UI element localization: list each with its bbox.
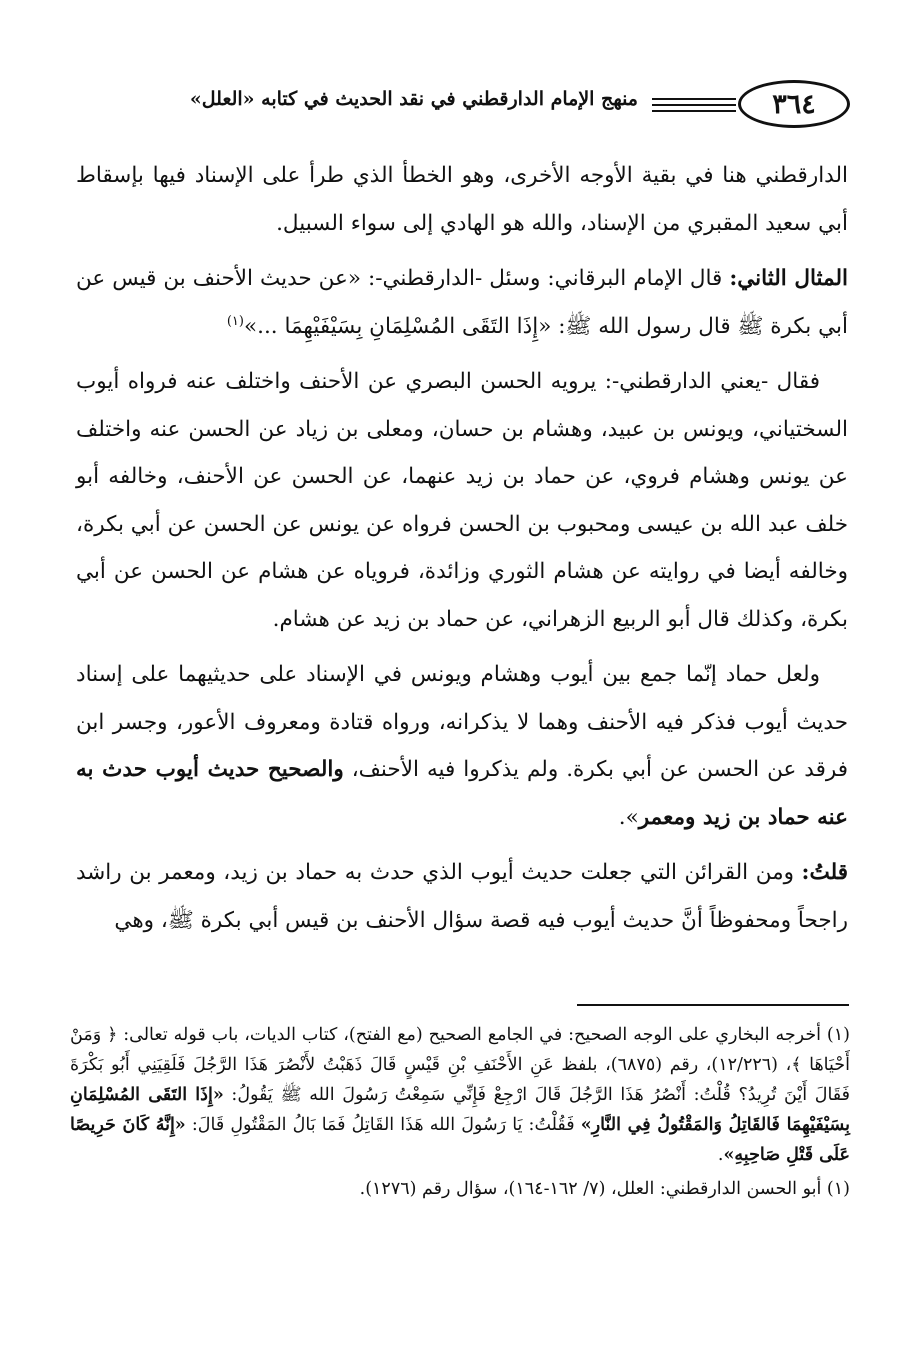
paragraph-1: الدارقطني هنا في بقية الأوجه الأخرى، وهو الخطأ الذي طرأ على الإسناد فيها بإسقاط أبي سعيد المقبري من الإسناد، والله هو الهادي إلى سواء السبيل. <box>76 163 848 236</box>
footnotes <box>70 1020 850 1208</box>
footnote-separator <box>577 1004 849 1006</box>
paragraph-3: فقال -يعني الدارقطني-: يرويه الحسن البصري عن الأحنف واختلف عنه فرواه أيوب السختياني، ويونس بن عبيد، وهشام بن حسان، ومعلى بن زياد عن الحسن عنه واختلف عن يونس وهشام فروي، عن حماد بن زيد عنهما، عن الحسن عن الأحنف، وخالفه أبو خلف عبد الله بن عيسى ومحبوب بن الحسن فرواه عن يونس عن الحسن عن أبي بكرة، وخالفه أيضا في روايته عن هشام الثوري وزائدة، فروياه عن هشام عن الحسن عن أبي بكرة، وكذلك قال أبو الربيع الزهراني، عن حماد بن زيد عن هشام. <box>76 369 848 632</box>
paragraph-5-text: ومن القرائن التي جعلت حديث أيوب الذي حدث به حماد بن زيد، ومعمر بن راشد راجحاً ومحفوظاً أنَّ حديث أيوب فيه قصة سؤال الأحنف بن قيس أبي بكرة ﷺ، وهي <box>76 860 848 933</box>
note-heading: قلتُ: <box>801 860 848 885</box>
footnote-1-hadith: «إِذَا التَقَى المُسْلِمَانِ بِسَيْفَيْهِمَا فَالقَاتِلُ وَالمَقْتُولُ فِي النَّارِ» <box>70 1085 850 1135</box>
footnote-1-a: (١) أخرجه البخاري على الوجه الصحيح: في الجامع الصحيح (مع الفتح)، كتاب الديات، باب قوله تعالى: ﴿ وَمَنْ أَحْيَاهَا ﴾، (١٢/٢٢٦)، رقم (٦٨٧٥)، بلفظ عَنِ الأَحْنَفِ بْنِ قَيْسٍ قَالَ ذَهَبْتُ لأَنْصُرَ هَذَا الرَّجُلَ فَلَقِيَنِي أَبُو بَكْرَةَ فَقَالَ أَيْنَ تُرِيدُ؟ قُلْتُ: أَنْصُرُ هَذَا الرَّجُلَ قَالَ ارْجِعْ فَإِنِّي سَمِعْتُ رَسُولَ الله ﷺ يَقُولُ: <box>70 1025 850 1105</box>
example-heading: المثال الثاني: <box>729 266 848 291</box>
paragraph-4-bold: والصحيح حديث أيوب حدث به عنه حماد بن زيد ومعمر <box>76 757 848 830</box>
paragraph-5 <box>76 849 848 944</box>
page-header <box>70 80 850 132</box>
footnote-1 <box>70 1020 850 1170</box>
footnote-ref: (١) <box>226 313 244 329</box>
footnote-2: (١) أبو الحسن الدارقطني: العلل، (٧/ ١٦٢-١٦٤)، سؤال رقم (١٢٧٦). <box>359 1179 850 1199</box>
page-number: ٣٦٤ <box>738 80 850 128</box>
footnote-1-hadith-2: «إِنَّهُ كَانَ حَرِيصًا عَلَى قَتْلِ صَاحِبِهِ» <box>70 1115 850 1165</box>
header-ornament-rules <box>652 98 736 116</box>
footnote-1-c: فَقُلْتُ: يَا رَسُولَ الله هَذَا القَاتِلُ فَمَا بَالُ المَقْتُولِ قَالَ: <box>185 1115 581 1135</box>
paragraph-4-a: ولعل حماد إنّما جمع بين أيوب وهشام ويونس في الإسناد على حديثيهما على إسناد حديث أيوب فذكر فيه الأحنف وهما لا يذكرانه، ورواه قتادة ومعروف الأعور، وجسر ابن فرقد عن الحسن عن أبي بكرة. ولم يذكروا فيه الأحنف، <box>76 662 848 782</box>
paragraph-2-text: قال الإمام البرقاني: وسئل -الدارقطني-: «عن حديث الأحنف بن قيس عن أبي بكرة ﷺ قال رسول الله ﷺ: «إِذَا التَقَى المُسْلِمَانِ بِسَيْفَيْهِمَا ...» <box>76 266 848 339</box>
paragraph-2 <box>76 255 848 350</box>
paragraph-4 <box>76 651 848 841</box>
paragraph-4-c: ». <box>618 804 639 830</box>
running-title: منهج الإمام الدارقطني في نقد الحديث في كتابه «العلل» <box>189 88 638 110</box>
footnote-1-e: . <box>717 1145 724 1165</box>
main-text <box>76 152 848 952</box>
